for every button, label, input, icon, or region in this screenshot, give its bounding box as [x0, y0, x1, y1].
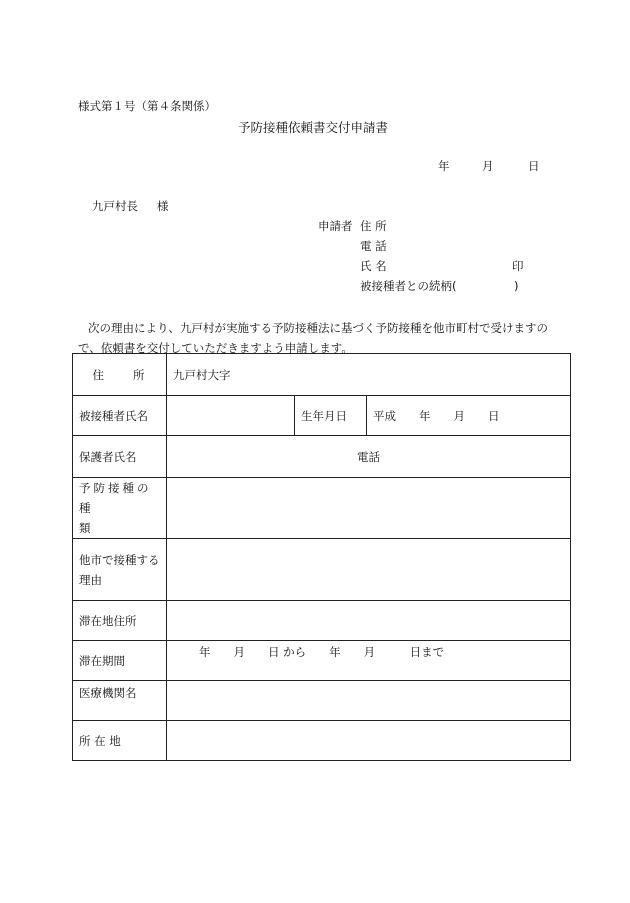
vaccine-type-label-line2: 類: [79, 521, 91, 535]
application-table: [72, 353, 571, 761]
row-address: [73, 354, 571, 396]
stay-period-text: 年 月 日 から 年 月 日まで: [199, 645, 445, 659]
addressee: 九戸村長: [92, 199, 138, 213]
stay-address-label: 滞在地住所: [73, 601, 167, 641]
dob-field[interactable]: 平成 年 月 日: [367, 396, 571, 436]
vaccine-type-label-line1: 予防接種の種: [79, 481, 152, 515]
location-field[interactable]: [167, 721, 571, 761]
reason-field[interactable]: [167, 539, 571, 601]
dob-label: 生年月日: [295, 396, 367, 436]
applicant-name-label: 氏 名: [360, 259, 387, 273]
patient-name-field[interactable]: [167, 396, 295, 436]
row-stay-period: [73, 641, 571, 681]
medical-institution-label: 医療機関名: [73, 681, 167, 721]
guardian-name-label: 保護者氏名: [73, 436, 167, 478]
request-paragraph: [78, 318, 568, 358]
location-label: 所 在 地: [73, 721, 167, 761]
stay-period-label: 滞在期間: [73, 641, 167, 681]
applicant-label: 申請者: [318, 219, 353, 233]
row-vaccine-type: [73, 478, 571, 539]
row-patient: [73, 396, 571, 436]
address-label: 住 所: [73, 354, 167, 396]
stay-period-field[interactable]: [167, 641, 571, 681]
applicant-phone-label: 電 話: [360, 239, 387, 253]
applicant-relation-label: 被接種者との続柄( ): [360, 279, 519, 293]
medical-institution-field[interactable]: [167, 681, 571, 721]
reason-label-line2: 理由: [79, 572, 102, 587]
patient-name-label: 被接種者氏名: [73, 396, 167, 436]
form-number: 様式第１号（第４条関係）: [78, 99, 216, 113]
applicant-address-label: 住 所: [360, 219, 387, 233]
row-location: [73, 721, 571, 761]
seal-mark: 印: [512, 259, 524, 273]
paragraph-line-2: で、依頼書を交付していただきますよう申請します。: [78, 341, 353, 355]
address-field[interactable]: 九戸村大字: [167, 354, 571, 396]
date-year: 年: [438, 159, 450, 173]
date-day: 日: [528, 159, 540, 173]
row-guardian: [73, 436, 571, 478]
addressee-honorific: 様: [157, 199, 169, 213]
row-medical-institution: [73, 681, 571, 721]
row-stay-address: [73, 601, 571, 641]
reason-label: [73, 539, 167, 601]
document-title: 予防接種依頼書交付申請書: [238, 120, 389, 135]
vaccine-type-label: [73, 478, 167, 539]
row-reason: [73, 539, 571, 601]
vaccine-type-field[interactable]: [167, 478, 571, 539]
paragraph-line-1: 次の理由により、九戸村が実施する予防接種法に基づく予防接種を他市町村で受けますの: [88, 321, 548, 335]
guardian-phone-label: 電話: [357, 449, 380, 464]
reason-label-line1: 他市で接種する: [79, 552, 160, 567]
date-month: 月: [482, 159, 494, 173]
stay-address-field[interactable]: [167, 601, 571, 641]
guardian-field[interactable]: [167, 436, 571, 478]
